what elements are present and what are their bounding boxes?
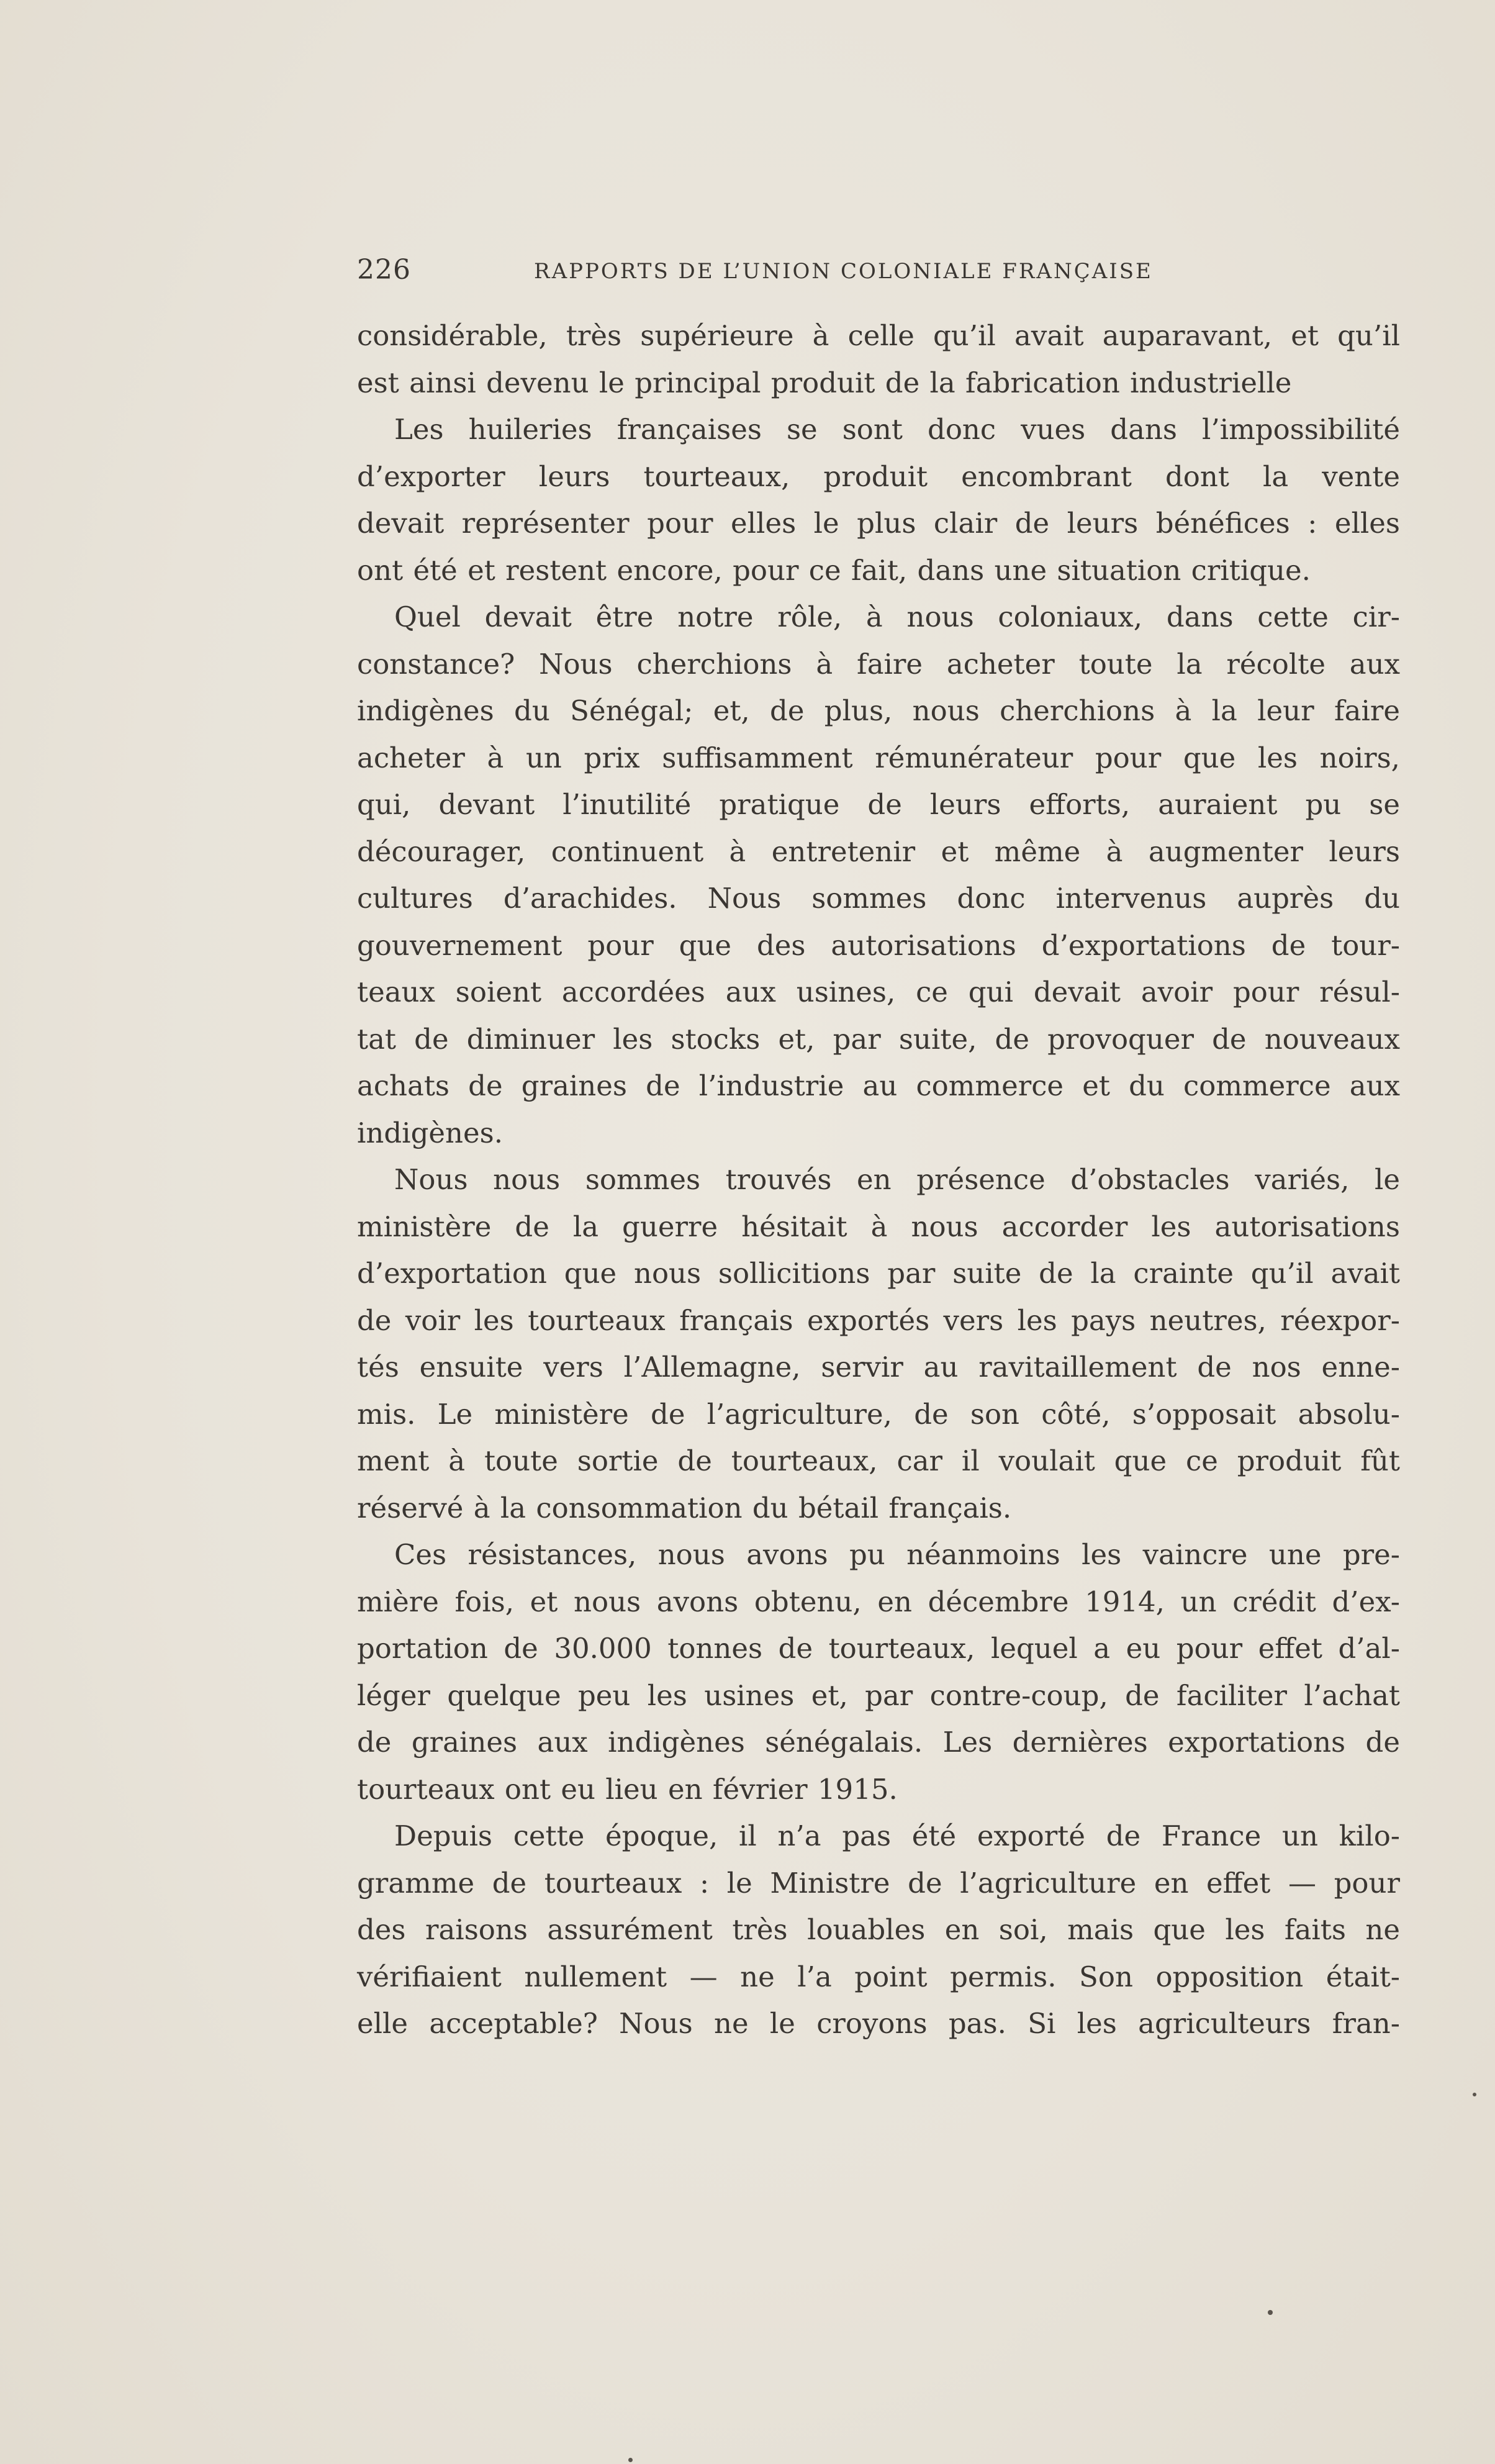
text-line: cultures d’arachides. Nous sommes donc intervenus auprès du [357, 882, 1400, 915]
text-line: gramme de tourteaux : le Ministre de l’agriculture en effet — pour [357, 1866, 1400, 1900]
text-line: ministère de la guerre hésitait à nous accorder les autorisations [357, 1210, 1400, 1243]
text-line: ont été et restent encore, pour ce fait, dans une situation critique. [357, 553, 1311, 587]
text-line: considérable, très supérieure à celle qu’il avait auparavant, et qu’il [357, 319, 1400, 352]
text-line: constance? Nous cherchions à faire acheter toute la récolte aux [357, 647, 1400, 681]
body-text [357, 312, 1400, 2047]
text-line: portation de 30.000 tonnes de tourteaux, lequel a eu pour effet d’al- [357, 1632, 1400, 1665]
text-line: gouvernement pour que des autorisations d’exportations de tour- [357, 928, 1400, 962]
text-line: Ces résistances, nous avons pu néanmoins les vaincre une pre- [394, 1538, 1400, 1571]
paper-speck [628, 2458, 633, 2462]
text-line: décourager, continuent à entretenir et même à augmenter leurs [357, 835, 1400, 868]
text-line: tat de diminuer les stocks et, par suite, de provoquer de nouveaux [357, 1022, 1400, 1056]
text-line: Nous nous sommes trouvés en présence d’obstacles variés, le [394, 1163, 1400, 1196]
text-line: indigènes. [357, 1116, 504, 1149]
page-header [357, 251, 1400, 289]
paper-speck [1473, 2093, 1476, 2096]
text-line: Les huileries françaises se sont donc vues dans l’impossibilité [394, 413, 1400, 446]
text-line: des raisons assurément très louables en soi, mais que les faits ne [357, 1913, 1400, 1946]
text-line: teaux soient accordées aux usines, ce qui devait avoir pour résul- [357, 976, 1400, 1008]
paper-speck [1268, 2310, 1273, 2315]
text-line: elle acceptable? Nous ne le croyons pas. Si les agriculteurs fran- [357, 2007, 1400, 2040]
text-line: est ainsi devenu le principal produit de la fabrication industrielle [357, 366, 1292, 399]
text-line: de voir les tourteaux français exportés vers les pays neutres, réexpor- [357, 1303, 1400, 1337]
text-line: indigènes du Sénégal; et, de plus, nous cherchions à la leur faire [357, 694, 1400, 727]
text-line: tourteaux ont eu lieu en février 1915. [357, 1772, 898, 1806]
text-line: Depuis cette époque, il n’a pas été exporté de France un kilo- [394, 1819, 1400, 1852]
text-line: réservé à la consommation du bétail français. [357, 1491, 1012, 1524]
text-line: devait représenter pour elles le plus clair de leurs bénéfices : elles [357, 507, 1400, 540]
text-line: achats de graines de l’industrie au commerce et du commerce aux [357, 1069, 1400, 1102]
running-title: RAPPORTS DE L’UNION COLONIALE FRANÇAISE [534, 259, 1153, 284]
text-line: qui, devant l’inutilité pratique de leurs efforts, auraient pu se [357, 788, 1400, 821]
text-line: Quel devait être notre rôle, à nous coloniaux, dans cette cir- [394, 600, 1400, 633]
text-line: léger quelque peu les usines et, par contre-coup, de faciliter l’achat [357, 1678, 1400, 1712]
text-line: d’exporter leurs tourteaux, produit encombrant dont la vente [357, 460, 1400, 493]
page-number: 226 [357, 254, 411, 286]
text-line: mis. Le ministère de l’agriculture, de son côté, s’opposait absolu- [357, 1397, 1400, 1431]
text-line: acheter à un prix suffisamment rémunérateur pour que les noirs, [357, 741, 1400, 774]
text-line: tés ensuite vers l’Allemagne, servir au ravitaillement de nos enne- [357, 1351, 1400, 1384]
text-line: ment à toute sortie de tourteaux, car il voulait que ce produit fût [357, 1444, 1400, 1477]
text-line: de graines aux indigènes sénégalais. Les dernières exportations de [357, 1726, 1400, 1759]
text-line: d’exportation que nous sollicitions par suite de la crainte qu’il avait [357, 1257, 1400, 1290]
text-line: vérifiaient nullement — ne l’a point permis. Son opposition était- [357, 1960, 1400, 1993]
text-line: mière fois, et nous avons obtenu, en décembre 1914, un crédit d’ex- [357, 1585, 1400, 1618]
